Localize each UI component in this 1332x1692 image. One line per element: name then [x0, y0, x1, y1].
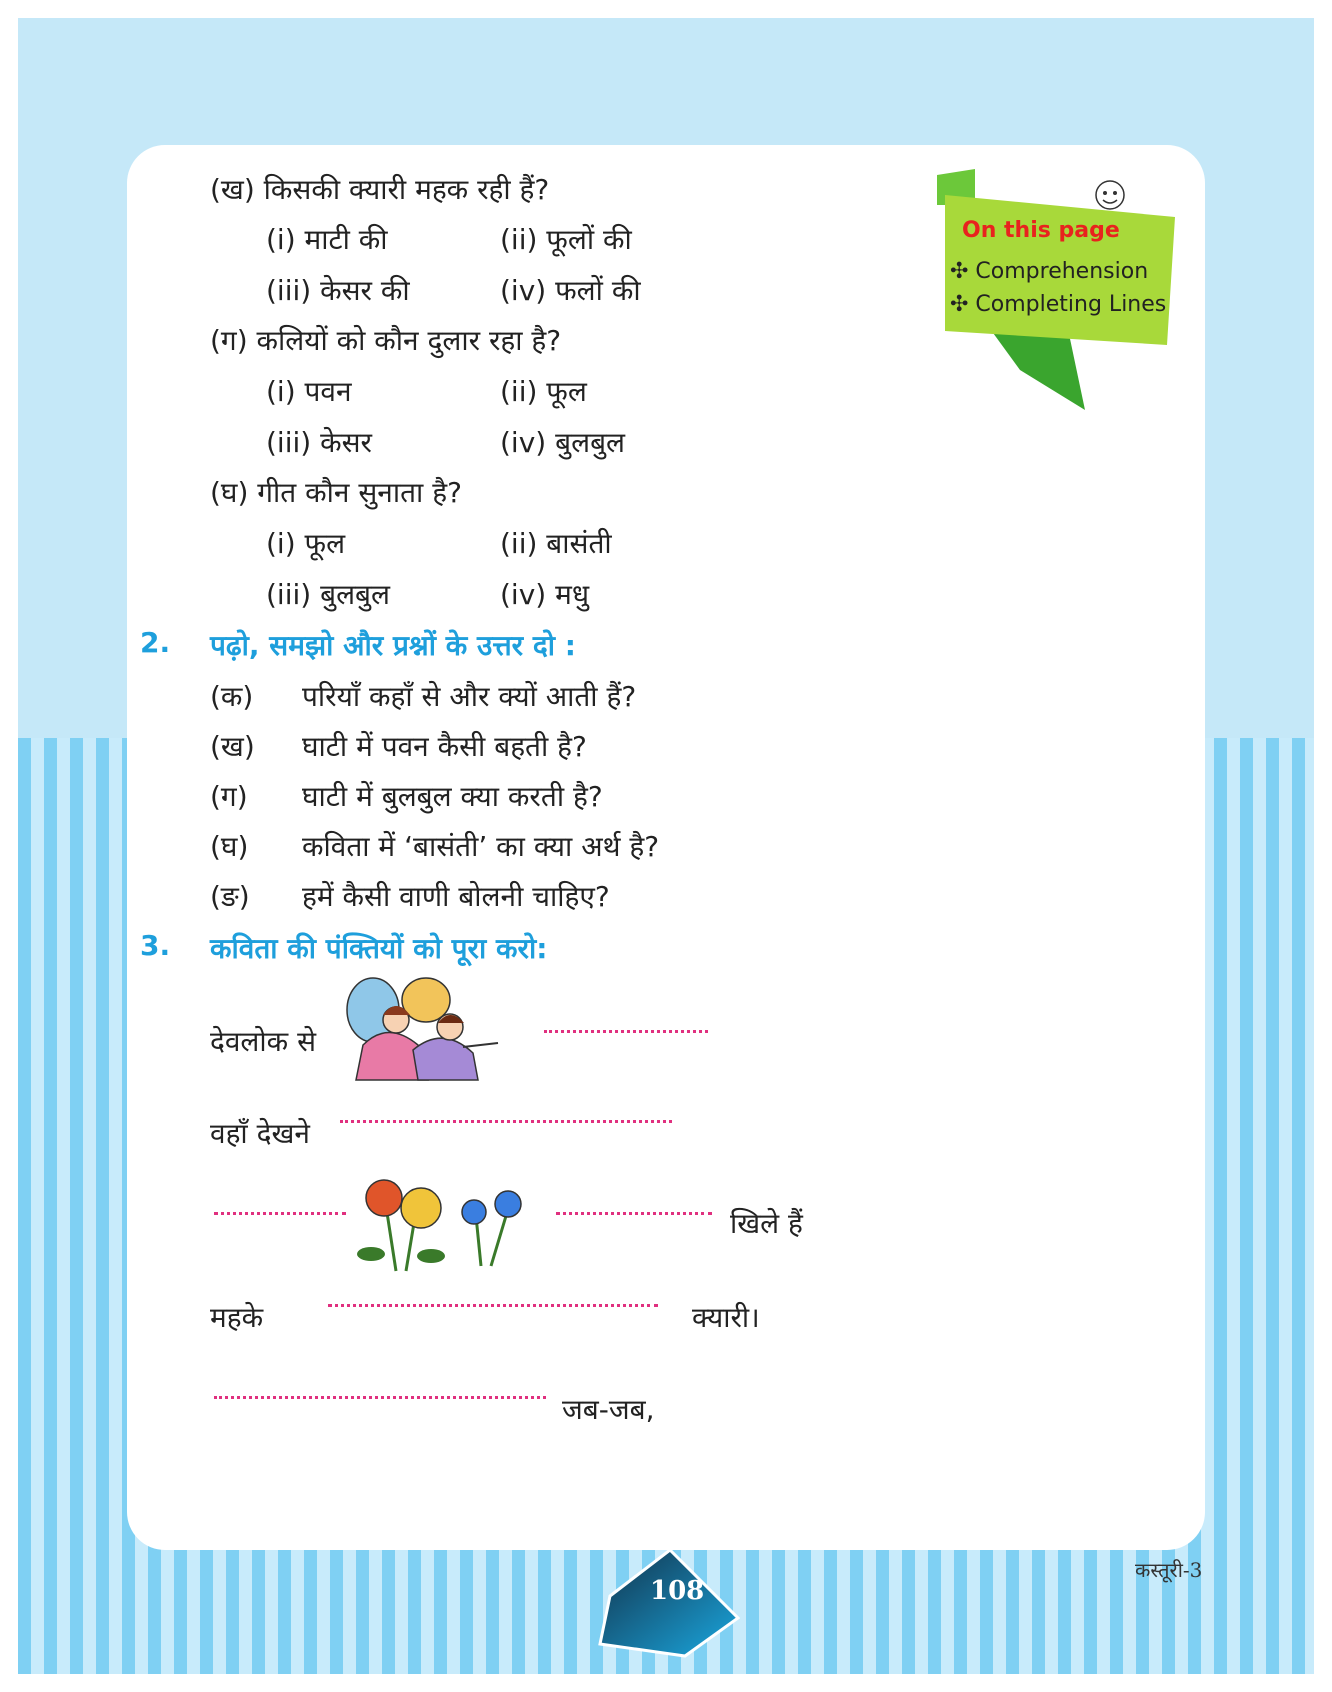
fill-blank	[214, 1212, 346, 1215]
badge-item-completing-lines: ✣ Completing Lines	[950, 292, 1167, 317]
option: (i) पवन	[266, 375, 352, 408]
option: (ii) फूल	[500, 375, 587, 408]
fill-blank	[328, 1304, 658, 1307]
question-3-number: 3.	[140, 929, 171, 962]
question-3-heading: कविता की पंक्तियों को पूरा करो:	[210, 932, 548, 965]
q2-item-label: (घ)	[210, 830, 249, 863]
question-kh: (ख) किसकी क्यारी महक रही हैं?	[210, 173, 550, 206]
line5-end: जब-जब,	[562, 1393, 655, 1426]
q2-item-text: घाटी में पवन कैसी बहती है?	[302, 730, 587, 763]
question-ga: (ग) कलियों को कौन दुलार रहा है?	[210, 324, 562, 357]
option: (iii) केसर की	[266, 274, 410, 307]
on-this-page-badge	[935, 165, 1185, 415]
q2-item-text: कविता में ‘बासंती’ का क्या अर्थ है?	[302, 830, 660, 863]
line1-start: देवलोक से	[210, 1025, 317, 1058]
fill-blank	[214, 1396, 546, 1399]
page-number: 108	[650, 1576, 705, 1606]
option: (iv) मधु	[500, 578, 590, 611]
q2-item-text: परियाँ कहाँ से और क्यों आती हैं?	[302, 680, 637, 713]
fairies-illustration	[338, 975, 506, 1085]
option: (iii) बुलबुल	[266, 578, 391, 611]
option: (iv) फलों की	[500, 274, 641, 307]
option: (ii) बासंती	[500, 527, 612, 560]
fill-blank	[544, 1030, 708, 1033]
option: (iii) केसर	[266, 426, 372, 459]
line2-start: वहाँ देखने	[210, 1117, 310, 1150]
q2-item-label: (क)	[210, 680, 254, 713]
q2-item-text: हमें कैसी वाणी बोलनी चाहिए?	[302, 880, 610, 913]
line4-end: क्यारी।	[692, 1301, 760, 1334]
fill-blank	[340, 1120, 672, 1123]
question-2-heading: पढ़ो, समझो और प्रश्नों के उत्तर दो :	[210, 629, 576, 662]
footer-book-title: कस्तूरी-3	[1135, 1558, 1203, 1582]
flowers-illustration	[356, 1176, 536, 1276]
option: (i) माटी की	[266, 223, 388, 256]
option: (i) फूल	[266, 527, 346, 560]
q2-item-label: (ग)	[210, 780, 248, 813]
option: (ii) फूलों की	[500, 223, 632, 256]
q2-item-label: (ङ)	[210, 880, 250, 913]
q2-item-text: घाटी में बुलबुल क्या करती है?	[302, 780, 603, 813]
question-2-number: 2.	[140, 626, 171, 659]
badge-item-comprehension: ✣ Comprehension	[950, 259, 1149, 284]
q2-item-label: (ख)	[210, 730, 255, 763]
option: (iv) बुलबुल	[500, 426, 626, 459]
fill-blank	[556, 1212, 712, 1215]
line4-start: महके	[210, 1301, 264, 1334]
smiley-icon	[1096, 181, 1124, 209]
line3-end: खिले हैं	[730, 1207, 803, 1240]
question-gha: (घ) गीत कौन सुनाता है?	[210, 476, 462, 509]
badge-title: On this page	[962, 218, 1120, 243]
